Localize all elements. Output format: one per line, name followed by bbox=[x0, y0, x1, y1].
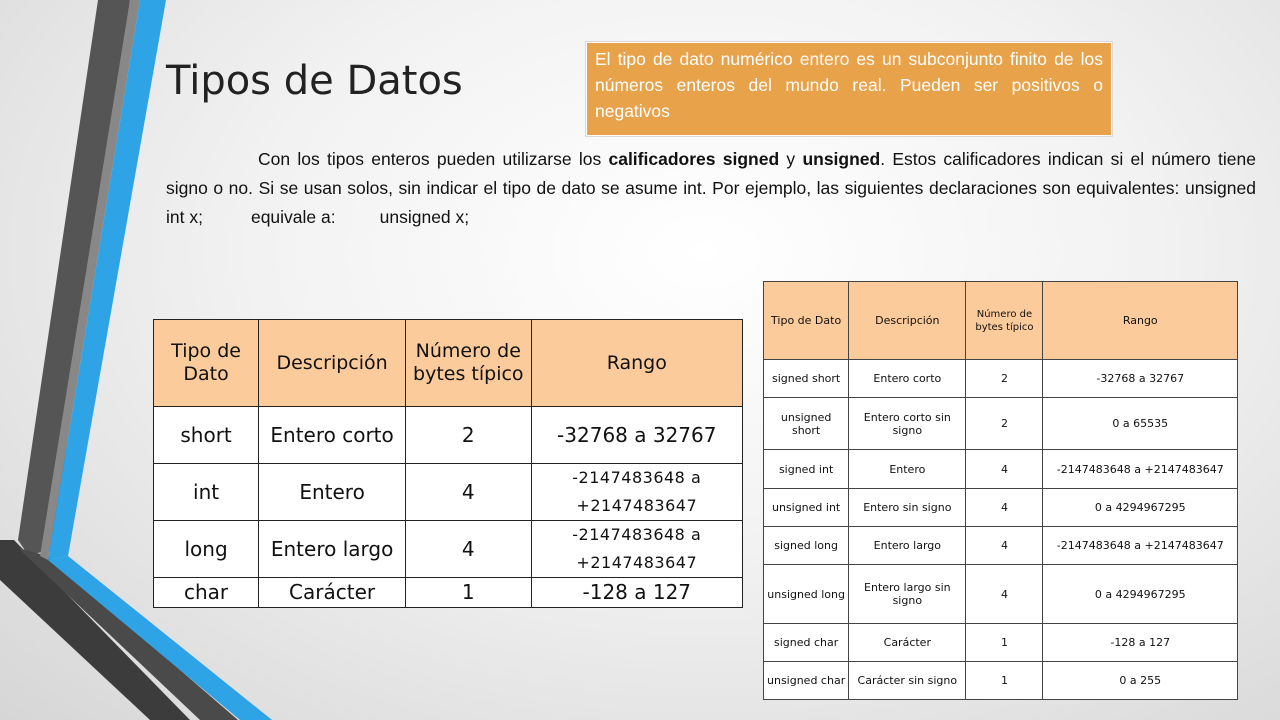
intro-part3: . Estos calificadores indican si el número tiene signo o no. Si se usan solos, sin indicar el tipo de dato se asume int. Por ejemplo, las siguientes declaraciones son equivalentes: unsigned int x; bbox=[166, 149, 1256, 227]
detail-types-table bbox=[763, 281, 1238, 700]
detail-cell-descripcion: Entero largo sin signo bbox=[849, 565, 966, 624]
detail-cell-tipo: signed short bbox=[764, 360, 849, 398]
detail-cell-bytes: 2 bbox=[966, 398, 1043, 450]
detail-cell-rango: -32768 a 32767 bbox=[1043, 360, 1238, 398]
main-cell-tipo: long bbox=[154, 521, 259, 578]
intro-part5: unsigned x; bbox=[379, 207, 470, 227]
main-cell-descripcion: Entero largo bbox=[259, 521, 406, 578]
detail-cell-descripcion: Carácter bbox=[849, 624, 966, 662]
main-cell-tipo: int bbox=[154, 464, 259, 521]
main-cell-descripcion: Carácter bbox=[259, 578, 406, 608]
main-cell-descripcion: Entero bbox=[259, 464, 406, 521]
table-row bbox=[764, 489, 1238, 527]
detail-header-bytes: Número de bytes típico bbox=[966, 282, 1043, 360]
detail-header-rango: Rango bbox=[1043, 282, 1238, 360]
detail-cell-rango: -2147483648 a +2147483647 bbox=[1043, 450, 1238, 489]
table-row bbox=[764, 624, 1238, 662]
detail-cell-bytes: 4 bbox=[966, 450, 1043, 489]
intro-bold2: unsigned bbox=[802, 149, 881, 169]
main-cell-rango: -128 a 127 bbox=[531, 578, 742, 608]
detail-cell-rango: 0 a 65535 bbox=[1043, 398, 1238, 450]
table-row bbox=[764, 360, 1238, 398]
detail-cell-bytes: 1 bbox=[966, 624, 1043, 662]
table-row bbox=[764, 662, 1238, 700]
detail-cell-descripcion: Entero largo bbox=[849, 527, 966, 565]
table-row bbox=[764, 450, 1238, 489]
main-cell-tipo: char bbox=[154, 578, 259, 608]
main-header-tipo: Tipo de Dato bbox=[154, 320, 259, 407]
table-row bbox=[154, 407, 743, 464]
detail-cell-descripcion: Carácter sin signo bbox=[849, 662, 966, 700]
table-row bbox=[154, 464, 743, 521]
detail-cell-descripcion: Entero corto sin signo bbox=[849, 398, 966, 450]
main-header-rango: Rango bbox=[531, 320, 742, 407]
main-header-descripcion: Descripción bbox=[259, 320, 406, 407]
main-cell-bytes: 2 bbox=[406, 407, 532, 464]
detail-header-tipo: Tipo de Dato bbox=[764, 282, 849, 360]
callout-box: El tipo de dato numérico entero es un subconjunto finito de los números enteros del mundo real. Pueden ser positivos o negativos bbox=[586, 42, 1112, 136]
detail-cell-bytes: 1 bbox=[966, 662, 1043, 700]
detail-cell-rango: 0 a 4294967295 bbox=[1043, 489, 1238, 527]
detail-cell-tipo: unsigned short bbox=[764, 398, 849, 450]
main-cell-bytes: 1 bbox=[406, 578, 532, 608]
detail-cell-tipo: unsigned int bbox=[764, 489, 849, 527]
table-row bbox=[154, 578, 743, 608]
intro-part1: Con los tipos enteros pueden utilizarse los bbox=[258, 149, 602, 169]
table-row bbox=[764, 565, 1238, 624]
main-cell-rango: -32768 a 32767 bbox=[531, 407, 742, 464]
detail-cell-rango: -128 a 127 bbox=[1043, 624, 1238, 662]
detail-cell-tipo: unsigned long bbox=[764, 565, 849, 624]
main-cell-tipo: short bbox=[154, 407, 259, 464]
intro-part4: equivale a: bbox=[250, 207, 336, 227]
page-title: Tipos de Datos bbox=[166, 58, 463, 104]
table-row bbox=[764, 527, 1238, 565]
detail-cell-rango: 0 a 255 bbox=[1043, 662, 1238, 700]
detail-cell-tipo: unsigned char bbox=[764, 662, 849, 700]
main-cell-bytes: 4 bbox=[406, 464, 532, 521]
detail-cell-tipo: signed char bbox=[764, 624, 849, 662]
intro-bold1: calificadores signed bbox=[608, 149, 780, 169]
detail-cell-tipo: signed long bbox=[764, 527, 849, 565]
main-cell-rango: -2147483648 a +2147483647 bbox=[531, 464, 742, 521]
main-header-bytes: Número de bytes típico bbox=[406, 320, 532, 407]
detail-cell-descripcion: Entero corto bbox=[849, 360, 966, 398]
table-row bbox=[764, 398, 1238, 450]
detail-cell-bytes: 2 bbox=[966, 360, 1043, 398]
main-cell-bytes: 4 bbox=[406, 521, 532, 578]
intro-paragraph bbox=[166, 145, 1256, 232]
main-cell-descripcion: Entero corto bbox=[259, 407, 406, 464]
detail-cell-rango: -2147483648 a +2147483647 bbox=[1043, 527, 1238, 565]
main-cell-rango: -2147483648 a +2147483647 bbox=[531, 521, 742, 578]
detail-cell-bytes: 4 bbox=[966, 527, 1043, 565]
detail-cell-rango: 0 a 4294967295 bbox=[1043, 565, 1238, 624]
detail-header-descripcion: Descripción bbox=[849, 282, 966, 360]
main-types-table bbox=[153, 319, 743, 608]
detail-cell-descripcion: Entero bbox=[849, 450, 966, 489]
detail-table-header-row bbox=[764, 282, 1238, 360]
table-row bbox=[154, 521, 743, 578]
intro-part2: y bbox=[786, 149, 796, 169]
detail-cell-descripcion: Entero sin signo bbox=[849, 489, 966, 527]
detail-cell-tipo: signed int bbox=[764, 450, 849, 489]
detail-cell-bytes: 4 bbox=[966, 489, 1043, 527]
main-table-header-row bbox=[154, 320, 743, 407]
detail-cell-bytes: 4 bbox=[966, 565, 1043, 624]
